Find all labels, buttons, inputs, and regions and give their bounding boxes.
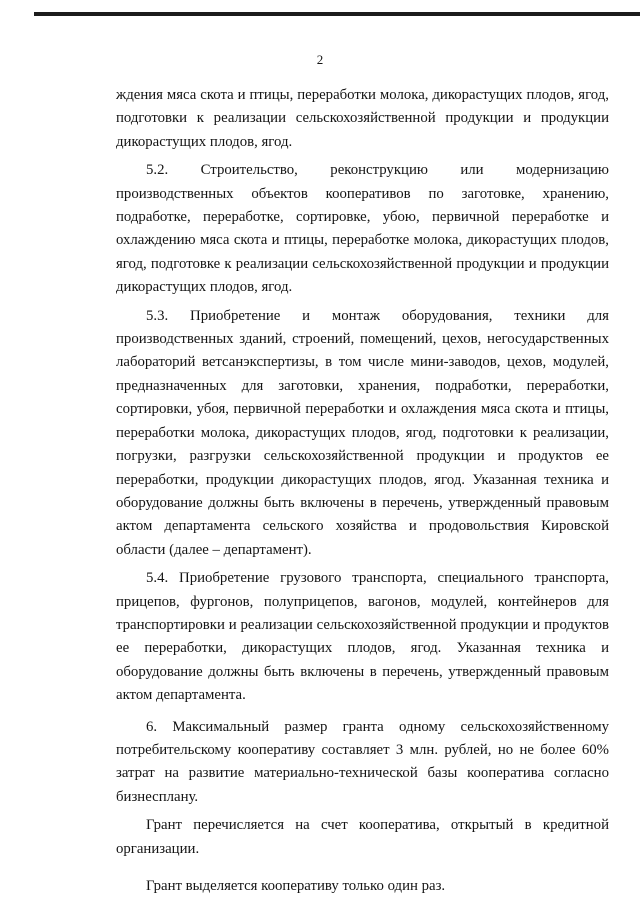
paragraph-5-4: 5.4. Приобретение грузового транспорта, специального транспорта, прицепов, фургонов, полуприцепов, вагонов, модулей, контейнеров для транспортировки и реализации сельскохозяйственной продукции и продуктов ее переработки, дикорастущих плодов, ягод. Указанная техника и оборудование должны быть включены в перечень, утвержденный правовым актом департамента.: [116, 570, 609, 704]
paragraph-continuation: ждения мяса скота и птицы, переработки молока, дикорастущих плодов, ягод, подготовки к реализации сельскохозяйственной продукции и продукции дикорастущих плодов, ягод.: [116, 87, 609, 150]
paragraph-6: 6. Максимальный размер гранта одному сельскохозяйственному потребительскому кооперативу составляет 3 млн. рублей, но не более 60% затрат на развитие материально-технической базы кооператива согласно бизнесплану.: [116, 718, 609, 805]
paragraph-5-2: 5.2. Строительство, реконструкцию или модернизацию производственных объектов кооперативов по заготовке, хранению, подработке, переработке, сортировке, убою, первичной переработке и охлаждению мяса скота и птицы, переработке молока, дикорастущих плодов, ягод, подготовке к реализации сельскохозяйственной продукции и продукции дикорастущих плодов, ягод.: [116, 162, 609, 296]
document-body: [116, 84, 609, 903]
paragraph-grant-transfer: Грант перечисляется на счет кооператива, открытый в кредитной организации.: [116, 817, 609, 857]
page-number: 2: [316, 52, 324, 67]
paragraph-grant-once: Грант выделяется кооперативу только один раз.: [146, 878, 446, 894]
header-rule: [34, 12, 640, 16]
paragraph-5-3: 5.3. Приобретение и монтаж оборудования, техники для производственных зданий, строений, помещений, цехов, негосударственных лабораторий ветсанэкспертизы, в том числе мини-заводов, цехов, модулей, предназначенных для заготовки, хранения, подработки, переработки, сортировки, убоя, первичной переработки и охлаждения мяса скота и птицы, переработки молока, дикорастущих плодов, ягод, подготовки к реализации, погрузки, разгрузки сельскохозяйственной продукции и продуктов ее переработки, продукции дикорастущих плодов, ягод. Указанная техника и оборудование должны быть включены в перечень, утвержденный правовым актом департамента сельского хозяйства и продовольствия Кировской области (далее – департамент).: [116, 307, 609, 558]
